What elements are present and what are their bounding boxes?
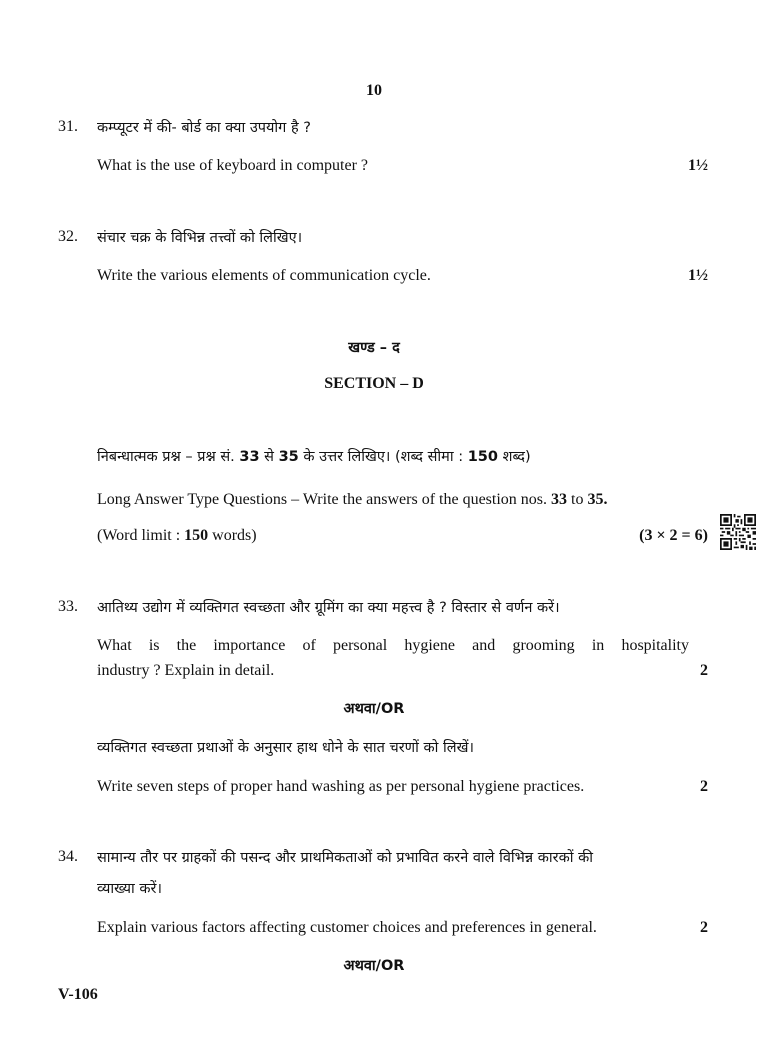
q31-hindi-text: कम्प्यूटर में की- बोर्ड का क्या उपयोग है ? — [97, 120, 311, 136]
q34-english-text: Explain various factors affecting customer choices and preferences in general. — [97, 919, 597, 936]
q31-number: 31. — [58, 118, 78, 135]
q32-hindi-text: संचार चक्र के विभिन्न तत्त्वों को लिखिए। — [97, 230, 303, 246]
q33-english-line2: industry ? Explain in detail. — [97, 662, 275, 679]
q33-alt-marks: 2 — [700, 778, 708, 795]
q32-number: 32. — [58, 228, 78, 245]
q31-marks: 1½ — [688, 157, 708, 174]
section-english-instruction: Long Answer Type Questions – Write the answers of the question nos. 33 to 35. — [97, 491, 608, 508]
qr-code-icon — [720, 514, 756, 550]
q33-english-line1: What is the importance of personal hygiene and grooming in hospitality — [97, 637, 689, 654]
q34-or-label: अथवा/OR — [343, 958, 405, 974]
q33-alt-english-text: Write seven steps of proper hand washing as per personal hygiene practices. — [97, 778, 585, 795]
q34-hindi-line2: व्याख्या करें। — [97, 881, 162, 897]
q31-english-text: What is the use of keyboard in computer ? — [97, 157, 369, 174]
footer-paper-code: V-106 — [58, 986, 98, 1003]
q32-english-text: Write the various elements of communication cycle. — [97, 267, 431, 284]
section-english-title: SECTION – D — [324, 375, 424, 392]
section-hindi-instruction: निबन्धात्मक प्रश्न – प्रश्न सं. 33 से 35 के उत्तर लिखिए। (शब्द सीमा : 150 शब्द) — [97, 449, 531, 465]
q34-number: 34. — [58, 848, 78, 865]
q34-marks: 2 — [700, 919, 708, 936]
q34-hindi-line1: सामान्य तौर पर ग्राहकों की पसन्द और प्राथमिकताओं को प्रभावित करने वाले विभिन्न कारकों की — [97, 850, 593, 866]
q33-hindi-text: आतिथ्य उद्योग में व्यक्तिगत स्वच्छता और ग्रूमिंग का क्या महत्त्व है ? विस्तार से वर्णन करें। — [97, 600, 560, 616]
section-marks-formula: (3 × 2 = 6) — [639, 527, 708, 544]
q33-alt-hindi-text: व्यक्तिगत स्वच्छता प्रथाओं के अनुसार हाथ धोने के सात चरणों को लिखें। — [97, 740, 474, 756]
section-hindi-title: खण्ड – द — [348, 340, 400, 356]
q33-or-label: अथवा/OR — [343, 701, 405, 717]
word-limit: (Word limit : 150 words) — [97, 527, 257, 544]
page-number: 10 — [366, 82, 382, 99]
q33-number: 33. — [58, 598, 78, 615]
q33-marks: 2 — [700, 662, 708, 679]
q32-marks: 1½ — [688, 267, 708, 284]
